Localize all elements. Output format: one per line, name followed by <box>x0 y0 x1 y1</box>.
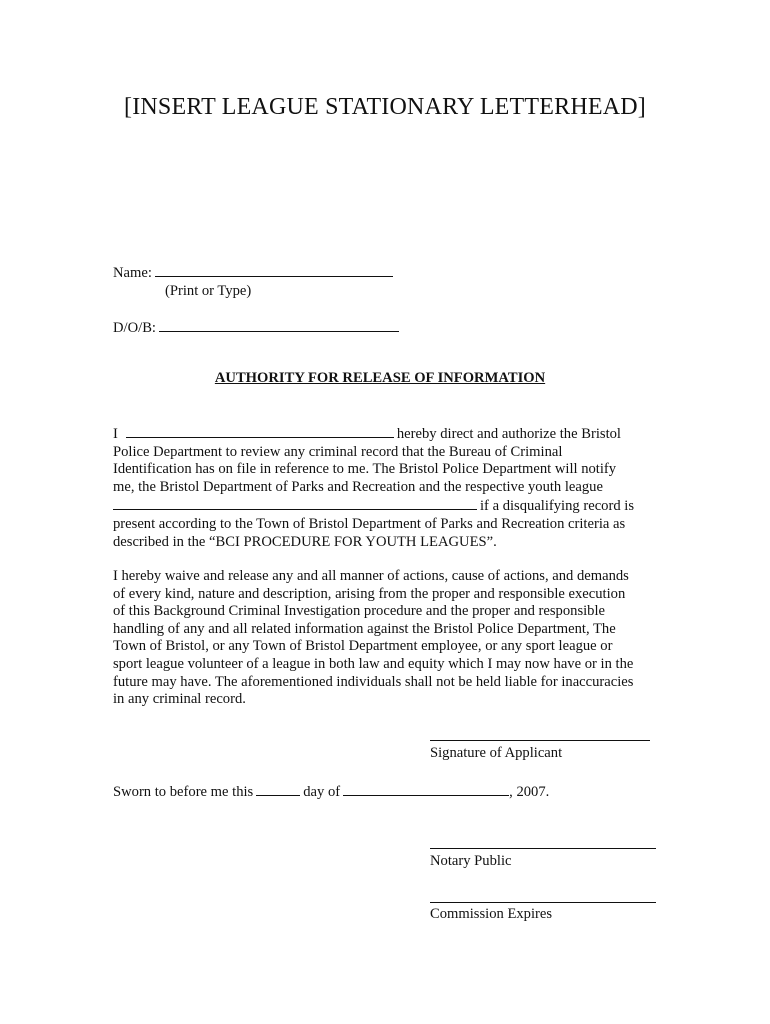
para1-line2: Police Department to review any criminal record that the Bureau of Criminal <box>113 443 563 460</box>
para2-line: future may have. The aforementioned individuals shall not be held liable for inaccuracies <box>113 673 634 690</box>
sworn-statement: Sworn to before me this day of , 2007. <box>113 784 550 800</box>
notary-signature-line[interactable] <box>430 848 656 849</box>
name-label: Name: <box>113 265 152 281</box>
waiver-paragraph <box>113 568 653 709</box>
applicant-name-blank[interactable] <box>126 424 394 438</box>
para2-line: I hereby waive and release any and all manner of actions, cause of actions, and demands <box>113 568 629 584</box>
para2-line: handling of any and all related information against the Bristol Police Department, The <box>113 620 616 637</box>
form-heading: AUTHORITY FOR RELEASE OF INFORMATION <box>214 370 546 386</box>
para1-line5: if a disqualifying record is <box>113 496 653 516</box>
para1-line6: present according to the Town of Bristol Department of Parks and Recreation criteria as <box>113 515 626 532</box>
para2-line: of every kind, nature and description, arising from the proper and responsible execution <box>113 585 626 602</box>
notary-public-label: Notary Public <box>430 853 512 869</box>
para2-line: in any criminal record. <box>113 691 246 708</box>
name-hint: (Print or Type) <box>165 283 252 299</box>
commission-expires-line[interactable] <box>430 902 656 903</box>
para1-line7: described in the “BCI PROCEDURE FOR YOUTH LEAGUES”. <box>113 533 497 550</box>
name-field <box>113 263 396 283</box>
para2-line: sport league volunteer of a league in both law and equity which I may now have or in the <box>113 655 634 672</box>
name-blank[interactable] <box>155 263 393 277</box>
dob-blank[interactable] <box>159 318 399 332</box>
dob-label: D/O/B: <box>113 320 156 336</box>
sworn-month-blank[interactable] <box>343 782 509 796</box>
sworn-day-blank[interactable] <box>256 782 300 796</box>
para1-line1: I hereby direct and authorize the Bristol <box>113 426 621 442</box>
commission-expires-label: Commission Expires <box>430 906 553 922</box>
para1-line4: me, the Bristol Department of Parks and Recreation and the respective youth league <box>113 478 603 495</box>
letterhead-placeholder: [INSERT LEAGUE STATIONARY LETTERHEAD] <box>124 94 646 120</box>
authorization-paragraph <box>113 424 653 551</box>
applicant-signature-line[interactable] <box>430 740 650 741</box>
applicant-signature-label: Signature of Applicant <box>430 745 563 761</box>
para1-line3: Identification has on file in reference to me. The Bristol Police Department will notify <box>113 461 617 478</box>
para2-line: Town of Bristol, or any Town of Bristol Department employee, or any sport league or <box>113 638 613 655</box>
para2-line: of this Background Criminal Investigation procedure and the proper and responsible <box>113 603 606 620</box>
dob-field <box>113 318 402 338</box>
youth-league-blank[interactable] <box>113 496 477 510</box>
